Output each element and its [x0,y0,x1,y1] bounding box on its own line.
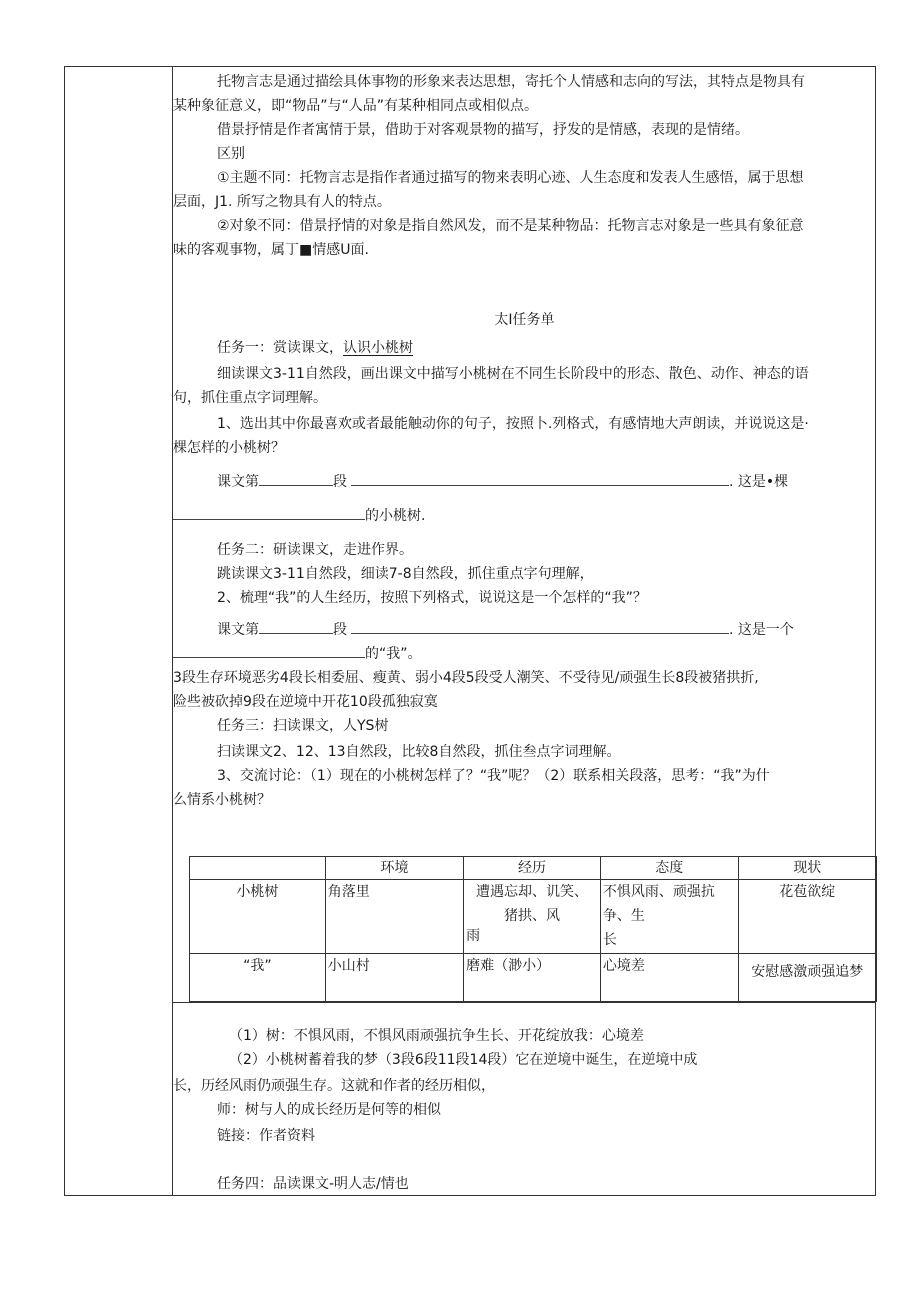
table-row [190,954,877,1002]
task1-heading-underlined: 认识小桃树 [343,340,413,356]
table-cell: 心境差 [600,954,738,1002]
intro-line: ①主题不同：托物言志是指作者通过描写的物来表明心迹、人生态度和发表人生感悟，属于思想 [217,170,804,186]
task1-heading-prefix: 任务一：赏读课文， [217,340,343,356]
cell-line: 雨 [466,928,481,944]
table-header-row [190,857,877,880]
table-header-cell: 态度 [600,857,738,880]
fill-mid: 段 [333,622,347,638]
fill-prefix: 课文第 [217,622,259,638]
fill-mid: 段 [333,474,347,490]
task2-line: 跳读课文3-11自然段，细读7-8自然段，抓住重点字句理解， [217,566,594,582]
task1-line: 句，抓住重点字词理解。 [173,390,327,406]
task3-question: 么情系小桃树？ [173,792,271,808]
description-blank[interactable] [173,643,365,658]
table-header-cell: 经历 [464,857,601,880]
answer-line: 长，历经风雨仍顽强生存。这就和作者的经历相似， [173,1078,495,1094]
intro-line: 味的客观事物，属丁■情感U面. [173,242,369,258]
task2-fill-line [217,618,794,643]
task2-answer: 险些被砍掉9段在逆境中开花10段孤独寂寞 [173,694,438,710]
cell-line: 遭遇忘却、讥笑、 [476,884,589,900]
paragraph-blank[interactable] [259,619,333,634]
task2-question: 2、梳理“我”的人生经历，按照下列格式，说说这是一个怎样的“我”？ [217,590,647,606]
task-sheet-title: 太Ⅰ任务单 [494,312,555,328]
table-header-cell: 环境 [325,857,463,880]
table-cell: “我” [190,954,326,1002]
task3-line: 扫读课文2、12、13自然段，比较8自然段，抓住叁点字词理解。 [217,744,621,760]
task2-fill-line2 [173,642,422,667]
fill-suffix: . 这是•棵 [729,474,789,490]
answer-line: （1）树：不惧风雨，不惧风雨顽强抗争生长、开花绽放我：心境差 [229,1028,644,1044]
task2-heading: 任务二：研读课文，走进作界。 [217,542,413,558]
task1-question: 1、选出其中你最喜欢或者最能触动你的句子，按照卜.列格式，有感情地大声朗读，并说说这是· [217,416,809,432]
intro-line: 某种象征意义，即“物品”与“人品”有某种相同点或相似点。 [173,98,539,114]
task1-question: 棵怎样的小桃树？ [173,440,285,456]
sentence-blank[interactable] [351,619,729,634]
section-divider [173,1002,876,1003]
table-header-cell: 现状 [738,857,876,880]
task2-answer: 3段生存环境恶劣4段长相委屈、瘦黄、弱小4段5段受人潮笑、不受待见/顽强生长8段被猪拱折, [173,670,759,686]
sentence-blank[interactable] [351,471,729,486]
comparison-table [189,856,877,1002]
task4-heading: 任务四：品读课文-明人志/情也 [217,1176,409,1192]
table-cell: 花苞欲绽 [738,880,876,954]
column-divider [172,66,173,1196]
table-header-cell [190,857,326,880]
task3-question: 3、交流讨论：（1）现在的小桃树怎样了？“我”呢？（2）联系相关段落，思考：“我”为什 [217,768,770,784]
answer-line: （2）小桃树蓄着我的梦（3段6段11段14段）它在逆境中诞生，在逆境中成 [229,1052,698,1068]
teacher-note: 师：树与人的成长经历是何等的相似 [217,1102,441,1118]
fill2-suffix: 的“我”。 [365,646,422,662]
fill-suffix: . 这是一个 [729,622,794,638]
task1-fill-line2 [173,504,425,529]
task3-heading: 任务三：扫读课文，人YS树 [217,718,389,734]
description-blank[interactable] [173,505,365,520]
intro-line: 托物言志是通过描绘具体事物的形象来表达思想，寄托个人情感和志向的写法，其特点是物具有 [217,74,805,90]
cell-line: 不惧风雨、顽强抗 [602,884,715,900]
cell-line: 猪拱、风 [504,908,561,924]
intro-line: 层面，J1. 所写之物具有人的特点。 [173,194,391,210]
task1-fill-line [217,470,788,495]
paragraph-blank[interactable] [259,471,333,486]
intro-line: 借景抒情是作者寓情于景，借助于对客观景物的描写，抒发的是情感，表现的是情绪。 [217,122,749,138]
table-cell [464,880,601,954]
intro-line: 区别 [217,146,245,162]
table-cell: 磨难（渺小） [464,954,601,1002]
table-cell [600,880,738,954]
fill-prefix: 课文第 [217,474,259,490]
author-link: 链接：作者资料 [217,1128,315,1144]
fill2-suffix: 的小桃树. [365,508,426,524]
table-cell: 小桃树 [190,880,326,954]
task1-heading [217,336,413,361]
intro-line: ②对象不同：借景抒情的对象是指自然风发，而不是某种物品：托物言志对象是一些具有象征意 [217,218,804,234]
cell-line: 争、生 [602,908,645,924]
task1-line: 细读课文3-11自然段，画出课文中描写小桃树在不同生长阶段中的形态、散色、动作、神态的语 [217,366,809,382]
table-cell: 小山村 [325,954,463,1002]
table-row [190,880,877,954]
table-cell: 安慰感激顽强追梦 [738,954,876,1002]
table-cell: 角落里 [325,880,463,954]
cell-line: 长 [602,932,617,948]
